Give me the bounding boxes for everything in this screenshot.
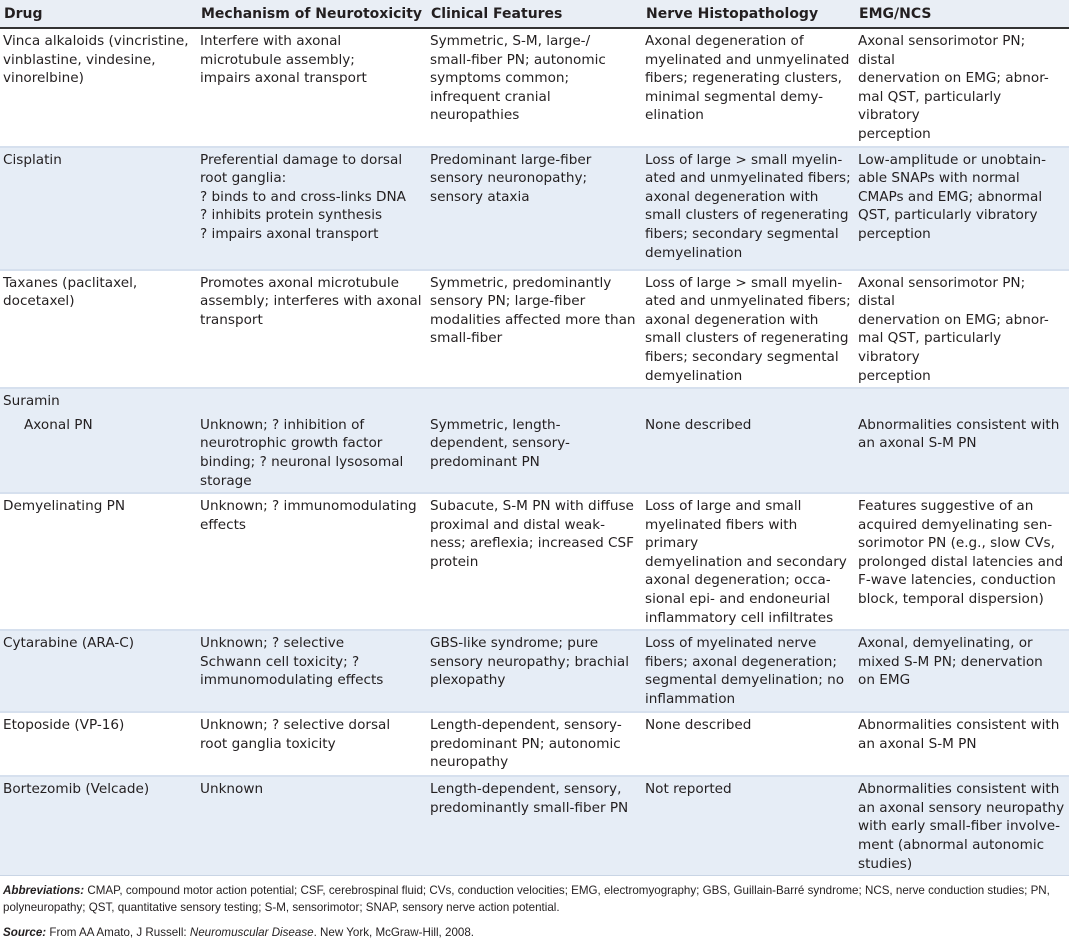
cell-drug: Cytarabine (ARA-C) (0, 630, 197, 712)
cell-drug: Bortezomib (Velcade) (0, 776, 197, 875)
table-row (0, 147, 1069, 270)
table-row (0, 776, 1069, 875)
cell-mechanism: Interfere with axonal microtubule assembly; impairs axonal transport (200, 33, 367, 87)
cell-drug: Taxanes (paclitaxel, docetaxel) (0, 270, 197, 389)
cell-drug: Suramin (0, 388, 197, 413)
cell-mechanism: Preferential damage to dorsal root ganglia: ? binds to and cross-links DNA ? inhibits protein synthesis ? impairs axonal transport (197, 147, 427, 270)
cell-histopathology (642, 388, 855, 413)
cell-histopathology: Loss of myelinated nerve fibers; axonal degeneration; segmental demyelination; no inflammation (642, 630, 855, 712)
table-row (0, 493, 1069, 630)
cell-drug: Axonal PN (0, 413, 197, 493)
cell-emg-ncs: Axonal, demyelinating, or mixed S-M PN; denervation on EMG (855, 630, 1069, 712)
cell-histopathology: Axonal degeneration of myelinated and unmyelinated fibers; regenerating clusters, minimal segmental demy- elination (645, 33, 850, 124)
cell-mechanism: Unknown; ? immunomodulating effects (197, 493, 427, 630)
cell-drug: Etoposide (VP-16) (0, 712, 197, 776)
cell-mechanism: Unknown (197, 776, 427, 875)
source-title: Neuromuscular Disease (189, 926, 314, 939)
cell-emg-ncs (855, 388, 1069, 413)
cell-mechanism: Unknown; ? selective dorsal root ganglia toxicity (197, 712, 427, 776)
cell-clinical-features: Symmetric, length- dependent, sensory- predominant PN (427, 413, 642, 493)
table-row (0, 630, 1069, 712)
source-text: From AA Amato, J Russell: (46, 926, 190, 939)
header-emg: EMG/NCS (855, 0, 1069, 28)
cell-histopathology: Loss of large and small myelinated fibers with primary demyelination and secondary axonal degeneration; occa- sional epi- and endoneurial inflammatory cell infiltrates (642, 493, 855, 630)
cell-mechanism: Unknown; ? selective Schwann cell toxicity; ? immunomodulating effects (197, 630, 427, 712)
table-row (0, 712, 1069, 776)
cell-clinical-features: Subacute, S-M PN with diffuse proximal and distal weak- ness; areflexia; increased CSF protein (427, 493, 642, 630)
source-note (0, 916, 1069, 939)
cell-clinical-features: GBS-like syndrome; pure sensory neuropathy; brachial plexopathy (427, 630, 642, 712)
cell-histopathology: Loss of large > small myelin- ated and unmyelinated fibers; axonal degeneration with small clusters of regenerating fibers; secondary segmental demyelination (642, 270, 855, 389)
cell-histopathology: None described (642, 712, 855, 776)
cell-drug: Vinca alkaloids (vincristine, vinblastine, vindesine, vinorelbine) (3, 33, 189, 87)
cell-clinical-features: Symmetric, predominantly sensory PN; large-fiber modalities affected more than small-fiber (427, 270, 642, 389)
header-row (0, 0, 1069, 28)
cell-emg-ncs: Abnormalities consistent with an axonal S-M PN (855, 413, 1069, 493)
table-row (0, 28, 1069, 147)
cell-clinical-features (427, 388, 642, 413)
cell-drug: Demyelinating PN (0, 493, 197, 630)
cell-histopathology: None described (642, 413, 855, 493)
cell-mechanism: Promotes axonal microtubule assembly; interferes with axonal transport (197, 270, 427, 389)
cell-histopathology: Loss of large > small myelin- ated and unmyelinated fibers; axonal degeneration with small clusters of regenerating fibers; secondary segmental demyelination (642, 147, 855, 270)
cell-emg-ncs: Abnormalities consistent with an axonal sensory neuropathy with early small-fiber involve- ment (abnormal autonomic studies) (855, 776, 1069, 875)
cell-clinical-features: Length-dependent, sensory, predominantly small-fiber PN (427, 776, 642, 875)
table-row (0, 270, 1069, 389)
cell-emg-ncs: Axonal sensorimotor PN; distal denervation on EMG; abnor- mal QST, particularly vibratory perception (858, 33, 1049, 142)
cell-mechanism (197, 388, 427, 413)
header-clinical: Clinical Features (427, 0, 642, 28)
abbreviations-label: Abbreviations: (3, 884, 85, 898)
cell-emg-ncs: Abnormalities consistent with an axonal S-M PN (855, 712, 1069, 776)
cell-mechanism: Unknown; ? inhibition of neurotrophic growth factor binding; ? neuronal lysosomal storage (197, 413, 427, 493)
header-histopathology: Nerve Histopathology (642, 0, 855, 28)
source-label: Source: (3, 926, 47, 939)
cell-clinical-features: Symmetric, S-M, large-/ small-fiber PN; autonomic symptoms common; infrequent cranial neuropathies (430, 33, 606, 124)
header-mechanism: Mechanism of Neurotoxicity (197, 0, 427, 28)
cell-clinical-features: Length-dependent, sensory- predominant PN; autonomic neuropathy (427, 712, 642, 776)
header-drug: Drug (0, 0, 197, 28)
table-row (0, 413, 1069, 493)
source-tail: . New York, McGraw-Hill, 2008. (313, 926, 475, 939)
abbreviations-note (0, 875, 1069, 916)
table-row (0, 388, 1069, 413)
cell-emg-ncs: Low-amplitude or unobtain- able SNAPs with normal CMAPs and EMG; abnormal QST, particularly vibratory perception (855, 147, 1069, 270)
abbreviations-text: CMAP, compound motor action potential; CSF, cerebrospinal fluid; CVs, conduction velocities; EMG, electromyography; GBS, Guillain-Barré syndrome; NCS, nerve conduction studies; PN, polyneuropathy; QST, quantitative sensory testing; S-M, sensorimotor; SNAP, sensory nerve action potential. (3, 884, 1050, 915)
cell-histopathology: Not reported (642, 776, 855, 875)
cell-emg-ncs: Features suggestive of an acquired demyelinating sen- sorimotor PN (e.g., slow CVs, prolonged distal latencies and F-wave latencies, conduction block, temporal dispersion) (855, 493, 1069, 630)
cell-clinical-features: Predominant large-fiber sensory neuronopathy; sensory ataxia (427, 147, 642, 270)
cell-emg-ncs: Axonal sensorimotor PN; distal denervation on EMG; abnor- mal QST, particularly vibratory perception (855, 270, 1069, 389)
cell-drug: Cisplatin (0, 147, 197, 270)
